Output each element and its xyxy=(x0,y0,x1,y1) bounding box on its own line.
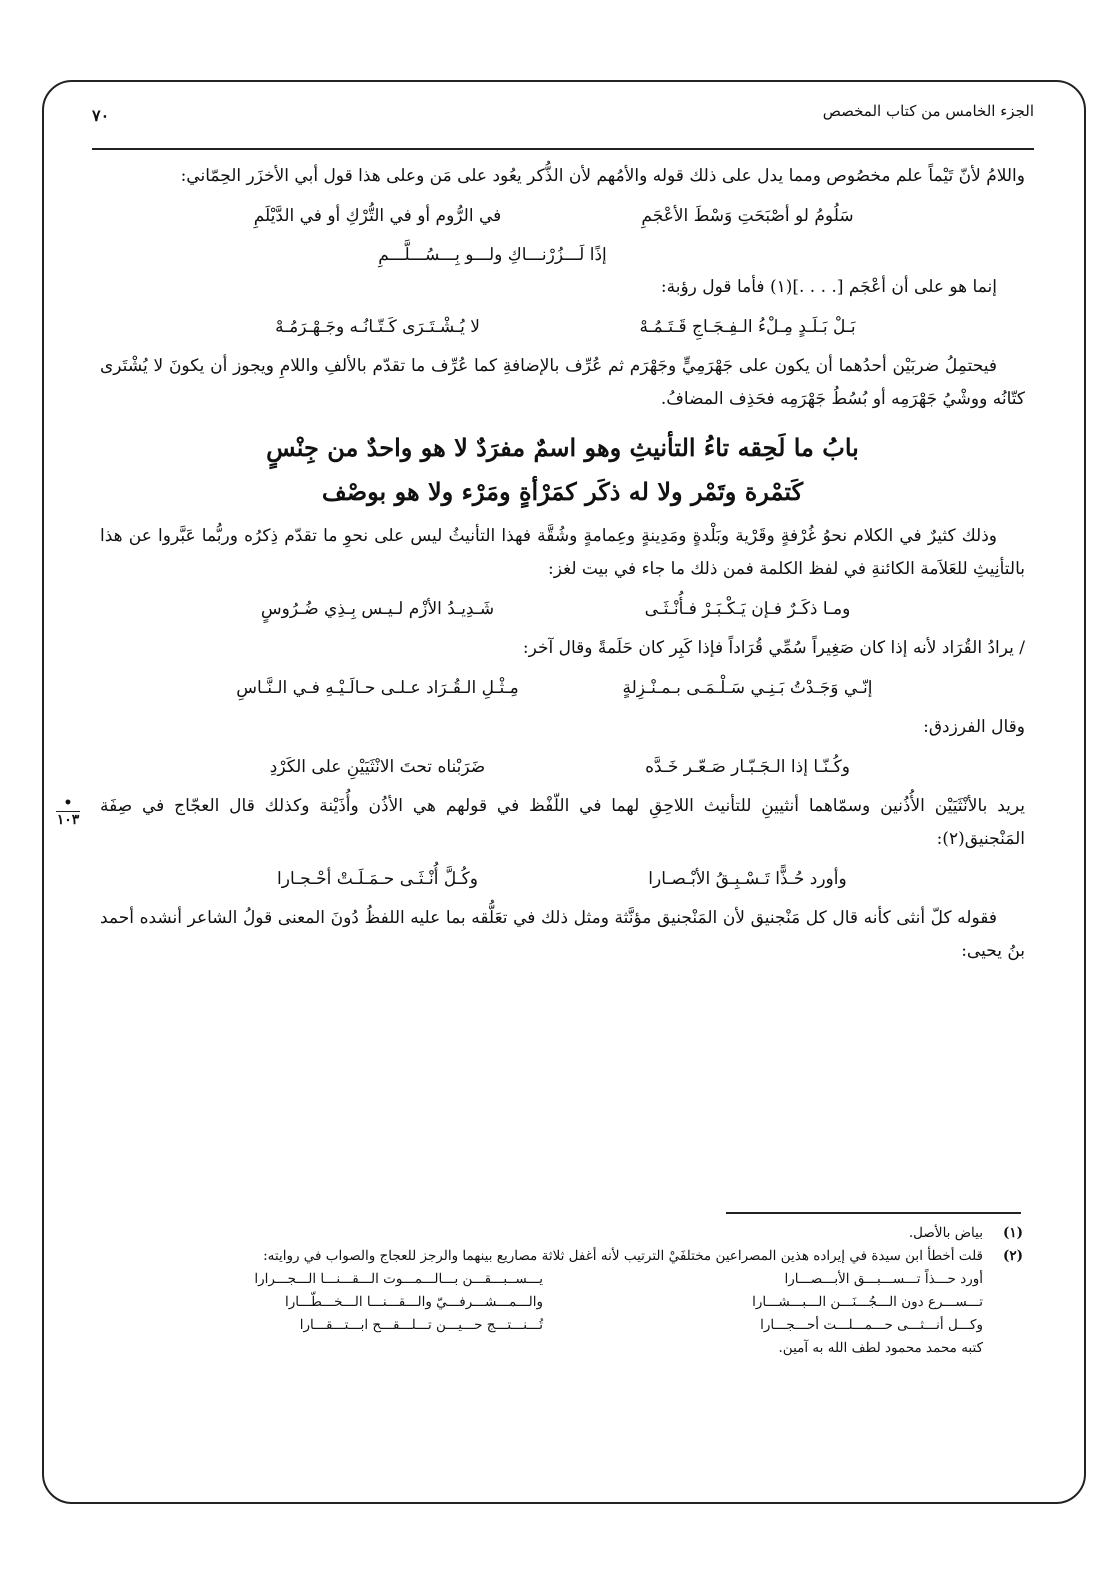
verse-1-first-hemistich: سَلُومُ لو أصْبَحَتِ وَسْطَ الأعْجَمِ xyxy=(641,206,854,226)
verse-2-second-hemistich: لا يُـشْـتَـرَى كَـتّـانُـه وجَـهْـرَمُـهْ xyxy=(275,317,480,337)
verse-4 xyxy=(100,671,1025,705)
footnotes xyxy=(98,1222,1023,1360)
margin-dot: • xyxy=(63,795,73,811)
verse-1-second-hemistich: في الرُّوم أو في التُّرْكِ أو في الدَّيْلَمِ xyxy=(253,206,502,226)
verse-5-second-hemistich: ضَرَبْناه تحتَ الانْثَيَيْنِ على الكَرْدِ xyxy=(269,757,486,777)
footnote-2-text: قلت أخطأ ابن سيدة في إيراده هذين المصراعين مختلفَيْ الترتيب لأنه أغفل ثلاثة مصاريع بينهما والرجز للعجاج والصواب في روايته: xyxy=(263,1248,983,1264)
running-title: الجزء الخامس من كتاب المخصص xyxy=(822,102,1034,120)
margin-reference xyxy=(56,795,80,828)
footnote-2 xyxy=(98,1245,1023,1268)
footnote-verse-1b: يـــســبـــقـــن بـــالـــمـــوت الـــقـــنـــا الـــجـــرارا xyxy=(254,1271,543,1287)
verse-3-second-hemistich: شَـدِيـدُ الأزْم لـيـس بِـذِي ضُـرُوسٍ xyxy=(260,599,495,619)
verse-1-continuation: إذًا لَـــزُرْنـــاكِ ولـــو بِـــسُـــلَّـــمِ xyxy=(378,245,607,265)
verse-2 xyxy=(100,310,1025,344)
footnote-rule xyxy=(726,1212,1021,1214)
paragraph-5: / يرادُ القُرَاد لأنه إذا كان صَغِيراً سُمِّي قُرَاداً فإذا كَبِر كان حَلَمةً وقال آخر: xyxy=(522,638,1025,658)
verse-6 xyxy=(100,862,1025,896)
footnote-verse-row xyxy=(163,1268,983,1291)
footnote-verse-3b: تُـــنـــتـــج حـــيـــن تـــلـــقـــح ابـــتـــقـــارا xyxy=(299,1317,543,1333)
verse-5 xyxy=(100,750,1025,784)
paragraph-4: وذلك كثيرٌ في الكلام نحوُ غُرْفةٍ وقَرْية وبَلْدةٍ ومَدِينةٍ وعِمامةٍ وشُقَّة فهذا التأنيثُ ليس على نحوِ ما تقدّم ذِكرُه وربُّما عَبَّروا عن هذا بالتأنِيثِ للعَلاَمة الكائنةِ في لفظ الكلمة فمن ذلك ما جاء في بيت لغز: xyxy=(100,526,1025,579)
margin-number: ١٠٣ xyxy=(56,812,80,828)
footnote-2-verses xyxy=(98,1268,983,1360)
main-text xyxy=(100,160,1025,968)
paragraph-2: إنما هو على أن أعْجَم [. . . .](١) فأما قول رؤبة: xyxy=(660,277,997,297)
footnote-verse-2a: تـــســـرع دون الـــجُـــنَـــن الـــبـــشـــارا xyxy=(752,1294,983,1310)
footnote-verse-row xyxy=(163,1314,983,1337)
paragraph-3: فيحتمِلُ ضربَيْن أحدُهما أن يكون على جَهْرَمِيٍّ وجَهْرَم ثم عُرِّف بالإضافةِ كما عُرِّف ما تقدّم بالألفِ واللامِ ويجوز أن يكونَ لا يُشْتَرى كتّانُه ووشْيُ جَهْرَمِه أو بُسُطُ جَهْرَمِه فحَذِف المضافُ. xyxy=(100,356,1025,409)
verse-4-first-hemistich: إنّـي وَجَـدْتُ بَـنِـي سَـلْـمَـى بـمـنْـزِلةٍ xyxy=(622,678,873,698)
paragraph-7: يريد بالأنْثَيَيْن الأُذُنين وسمّاهما أنثيينِ للتأنيث اللاحِقِ لهما في اللّفْظ في قولهم هي الأذُن وأُذَيْنة وكذلك قال العجّاج في صِفَة المَنْجنيق(٢): xyxy=(100,796,1025,849)
footnote-verse-1a: أورد حـــذاً تـــســـبـــق الأبـــصـــارا xyxy=(784,1271,983,1287)
page-number: ٧٠ xyxy=(92,106,110,125)
verse-5-first-hemistich: وكُـنّـا إذا الـجَـبّـار صَـعّـر خَـدَّه xyxy=(645,757,850,777)
verse-2-first-hemistich: بَـلْ بَـلَـدٍ مِـلْءُ الـفِـجَـاجِ قَـتَـمُـهْ xyxy=(639,317,856,337)
verse-4-second-hemistich: مِـثْـلِ الـقُـرَاد عـلـى حـالَـيْـهِ فـي الـنَّـاسِ xyxy=(236,678,519,698)
page-header xyxy=(92,100,1034,140)
paragraph-1: واللامُ لأنّ تَيْماً علم مخصُوص ومما يدل على ذلك قوله والأمُهم لأن الذُّكر يعُود على مَن وعلى هذا قول أبي الأخزَر الحِمّاني: xyxy=(180,166,1025,186)
verse-3 xyxy=(100,592,1025,626)
verse-1 xyxy=(100,199,1025,233)
footnote-2-marker: (٢) xyxy=(1002,1248,1023,1264)
footnote-1-marker: (١) xyxy=(1002,1225,1023,1241)
footnote-verse-3a: وكـــل أنـــثـــى حـــمـــلـــت أحـــجـــارا xyxy=(760,1317,983,1333)
footnote-verse-row xyxy=(163,1291,983,1314)
paragraph-6: وقال الفرزدق: xyxy=(923,717,1025,737)
footnote-signature: كتبه محمد محمود لطف الله به آمين. xyxy=(778,1340,983,1356)
chapter-heading-line-1: بابُ ما لَحِقه تاءُ التأنيثِ وهو اسمٌ مفرَدٌ لا هو واحدٌ من جِنْسٍ xyxy=(266,433,859,462)
footnote-1-text: بياض بالأصل. xyxy=(908,1225,983,1241)
paragraph-8: فقوله كلّ أنثى كأنه قال كل مَنْجنيق لأن المَنْجنيق مؤنَّثة ومثل ذلك في تعَلُّقه بما عليه اللفظُ دُونَ المعنى قولُ الشاعر أنشده أحمد بنُ يحيى: xyxy=(100,908,1025,961)
verse-6-first-hemistich: وأورد حُـذًّا تَـسْـبِـقُ الأبْـصـارا xyxy=(648,869,847,889)
verse-3-first-hemistich: ومـا ذكَـرٌ فـإن يَـكْـبَـرْ فـأُنْـثَـى xyxy=(644,599,851,619)
verse-6-second-hemistich: وكُـلَّ أُنْـثَـى حـمَـلَـتْ أحْـجـارا xyxy=(277,869,478,889)
footnote-1 xyxy=(98,1222,1023,1245)
chapter-heading-line-2: كَتمْرة وتَمْر ولا له ذكَر كمَرْأةٍ ومَرْء ولا هو بوصْف xyxy=(321,477,804,506)
chapter-heading xyxy=(100,426,1025,514)
footnote-verse-2b: والـــمـــشـــرفـــيّ والـــقـــنـــا الـــخـــطّـــارا xyxy=(284,1294,543,1310)
header-rule xyxy=(92,148,1034,150)
